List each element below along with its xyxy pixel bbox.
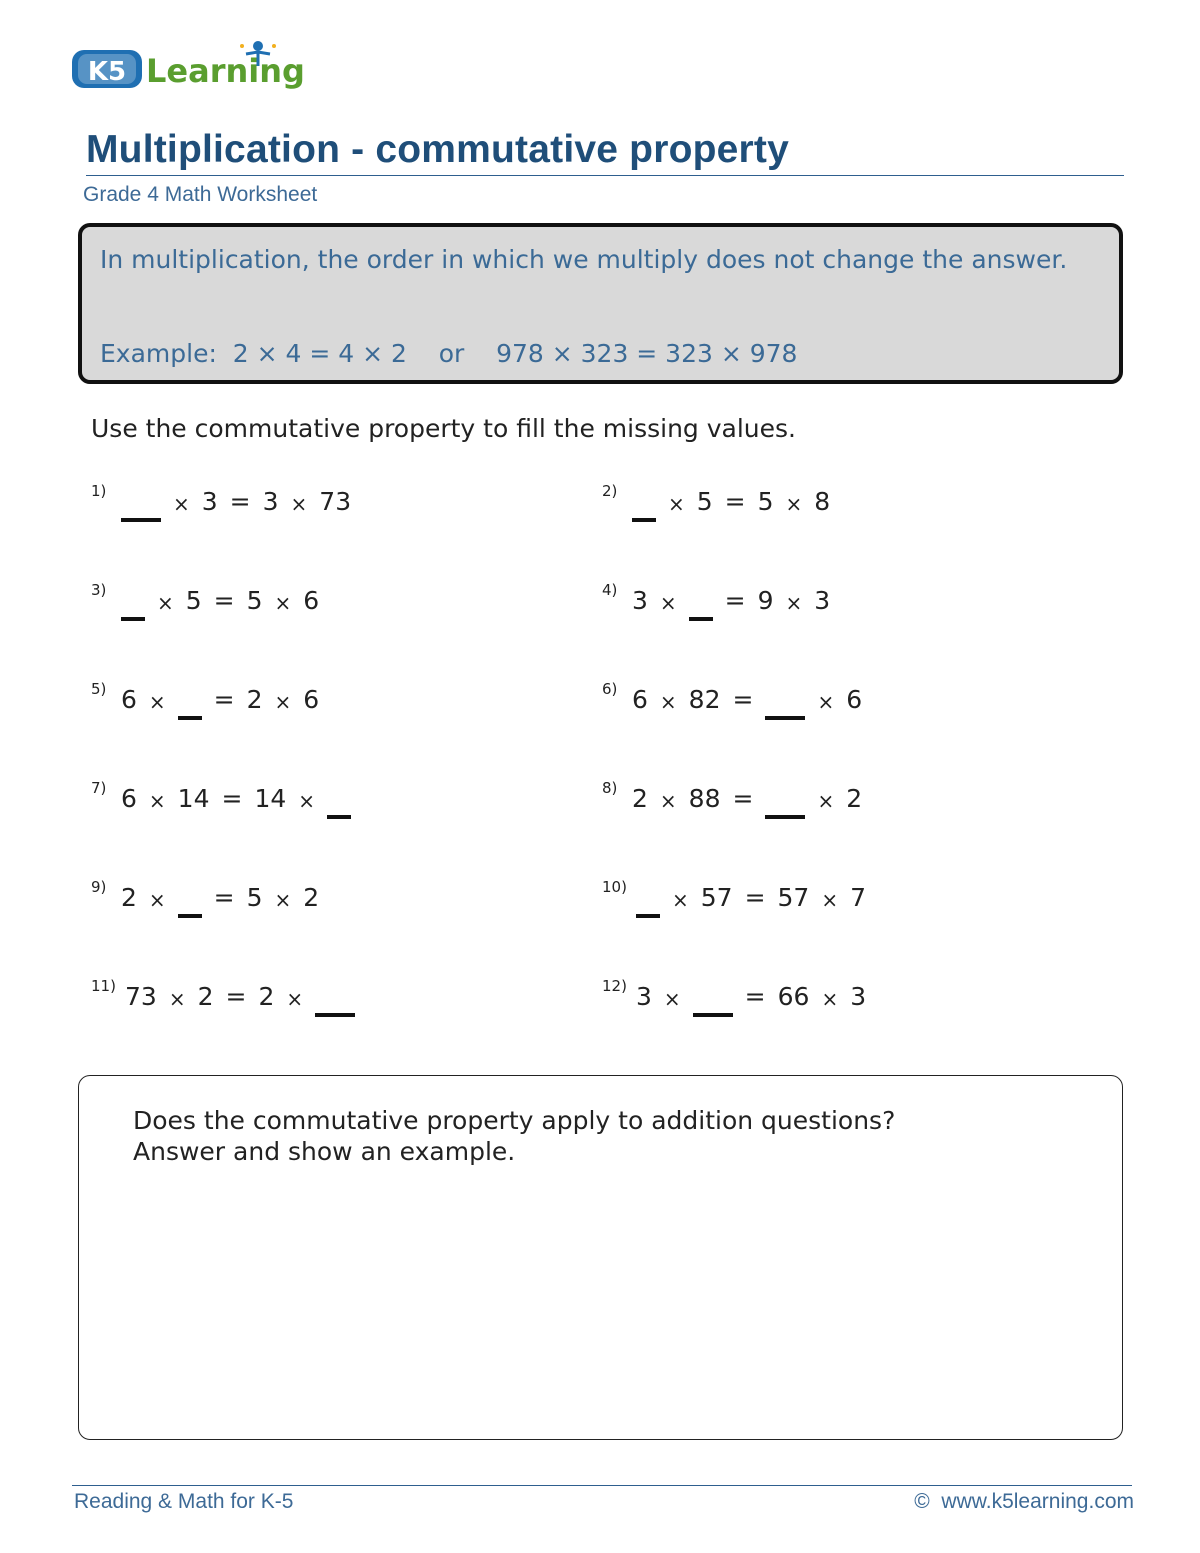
factor-value: 6 bbox=[303, 586, 320, 615]
info-text: In multiplication, the order in which we multiply does not change the answer. bbox=[100, 245, 1068, 274]
equals-sign: = bbox=[744, 982, 766, 1011]
times-sign: × bbox=[785, 492, 803, 516]
title-divider bbox=[86, 175, 1124, 176]
times-sign: × bbox=[148, 789, 166, 813]
times-sign: × bbox=[659, 690, 677, 714]
problem-number: 5) bbox=[91, 680, 107, 698]
times-sign: × bbox=[290, 492, 308, 516]
logo-figure-icon bbox=[253, 41, 263, 51]
times-sign: × bbox=[274, 888, 292, 912]
answer-blank[interactable] bbox=[327, 815, 351, 819]
problem-expression bbox=[121, 680, 331, 714]
equals-sign: = bbox=[213, 883, 235, 912]
footer-url: © www.k5learning.com bbox=[914, 1490, 1134, 1513]
problem-number: 8) bbox=[602, 779, 618, 797]
page-title: Multiplication - commutative property bbox=[86, 128, 789, 171]
times-sign: × bbox=[659, 591, 677, 615]
times-sign: × bbox=[817, 789, 835, 813]
factor-value: 73 bbox=[319, 487, 352, 516]
problem-expression bbox=[121, 581, 331, 615]
footer-divider bbox=[72, 1485, 1132, 1486]
k5-learning-logo bbox=[70, 36, 310, 96]
answer-blank[interactable] bbox=[693, 1013, 733, 1017]
factor-value: 2 bbox=[246, 685, 263, 714]
factor-value: 6 bbox=[303, 685, 320, 714]
problem-expression bbox=[121, 482, 363, 516]
problem-expression bbox=[632, 581, 842, 615]
problem-number: 4) bbox=[602, 581, 618, 599]
equals-sign: = bbox=[213, 685, 235, 714]
factor-value: 5 bbox=[757, 487, 774, 516]
factor-value: 6 bbox=[121, 784, 137, 813]
factor-value: 14 bbox=[254, 784, 287, 813]
times-sign: × bbox=[298, 789, 316, 813]
problem-number: 7) bbox=[91, 779, 107, 797]
answer-blank[interactable] bbox=[315, 1013, 355, 1017]
problem-expression bbox=[632, 482, 842, 516]
factor-value: 6 bbox=[121, 685, 137, 714]
problem-expression bbox=[121, 878, 331, 912]
answer-blank[interactable] bbox=[689, 617, 713, 621]
factor-value: 3 bbox=[850, 982, 867, 1011]
factor-value: 57 bbox=[700, 883, 733, 912]
times-sign: × bbox=[672, 888, 689, 912]
times-sign: × bbox=[157, 591, 174, 615]
page-subtitle: Grade 4 Math Worksheet bbox=[83, 183, 318, 206]
problem-expression bbox=[636, 878, 878, 912]
times-sign: × bbox=[821, 987, 839, 1011]
problem-expression bbox=[632, 779, 874, 813]
problem-expression bbox=[636, 977, 878, 1011]
equals-sign: = bbox=[213, 586, 235, 615]
answer-blank[interactable] bbox=[632, 518, 656, 522]
factor-value: 2 bbox=[632, 784, 648, 813]
problem-expression bbox=[121, 779, 363, 813]
problem-number: 9) bbox=[91, 878, 107, 896]
equals-sign: = bbox=[744, 883, 766, 912]
equals-sign: = bbox=[732, 685, 754, 714]
factor-value: 3 bbox=[262, 487, 279, 516]
question-text bbox=[133, 1105, 1033, 1167]
factor-value: 14 bbox=[177, 784, 210, 813]
times-sign: × bbox=[168, 987, 186, 1011]
footer-tagline: Reading & Math for K-5 bbox=[74, 1490, 294, 1513]
factor-value: 66 bbox=[777, 982, 810, 1011]
times-sign: × bbox=[817, 690, 835, 714]
logo-word: Learning bbox=[146, 52, 305, 90]
factor-value: 57 bbox=[777, 883, 810, 912]
problem-number: 2) bbox=[602, 482, 618, 500]
problem-number: 6) bbox=[602, 680, 618, 698]
equals-sign: = bbox=[732, 784, 754, 813]
factor-value: 2 bbox=[303, 883, 320, 912]
factor-value: 2 bbox=[197, 982, 214, 1011]
question-line-2: Answer and show an example. bbox=[133, 1137, 516, 1166]
problem-number: 3) bbox=[91, 581, 107, 599]
factor-value: 3 bbox=[636, 982, 652, 1011]
factor-value: 5 bbox=[185, 586, 202, 615]
equals-sign: = bbox=[724, 487, 746, 516]
instructions: Use the commutative property to fill the missing values. bbox=[91, 414, 796, 443]
factor-value: 3 bbox=[814, 586, 831, 615]
problem-number: 10) bbox=[602, 878, 627, 896]
factor-value: 6 bbox=[846, 685, 863, 714]
factor-value: 2 bbox=[846, 784, 863, 813]
answer-blank[interactable] bbox=[636, 914, 660, 918]
factor-value: 82 bbox=[688, 685, 721, 714]
factor-value: 5 bbox=[246, 883, 263, 912]
factor-value: 2 bbox=[258, 982, 275, 1011]
factor-value: 6 bbox=[632, 685, 648, 714]
answer-blank[interactable] bbox=[121, 518, 161, 522]
equals-sign: = bbox=[229, 487, 251, 516]
factor-value: 9 bbox=[757, 586, 774, 615]
factor-value: 7 bbox=[850, 883, 867, 912]
factor-value: 73 bbox=[125, 982, 157, 1011]
times-sign: × bbox=[286, 987, 304, 1011]
answer-blank[interactable] bbox=[178, 716, 202, 720]
times-sign: × bbox=[668, 492, 685, 516]
factor-value: 5 bbox=[246, 586, 263, 615]
times-sign: × bbox=[274, 690, 292, 714]
info-example: Example: 2 × 4 = 4 × 2 or 978 × 323 = 323 × 978 bbox=[100, 339, 798, 368]
factor-value: 3 bbox=[201, 487, 218, 516]
factor-value: 5 bbox=[696, 487, 713, 516]
times-sign: × bbox=[663, 987, 681, 1011]
question-line-1: Does the commutative property apply to addition questions? bbox=[133, 1106, 896, 1135]
times-sign: × bbox=[148, 690, 166, 714]
times-sign: × bbox=[148, 888, 166, 912]
times-sign: × bbox=[821, 888, 839, 912]
times-sign: × bbox=[785, 591, 803, 615]
factor-value: 8 bbox=[814, 487, 831, 516]
factor-value: 2 bbox=[121, 883, 137, 912]
answer-blank[interactable] bbox=[765, 716, 805, 720]
equals-sign: = bbox=[225, 982, 247, 1011]
times-sign: × bbox=[173, 492, 190, 516]
equals-sign: = bbox=[724, 586, 746, 615]
factor-value: 3 bbox=[632, 586, 648, 615]
problem-number: 1) bbox=[91, 482, 107, 500]
problem-expression bbox=[125, 977, 367, 1011]
answer-blank[interactable] bbox=[121, 617, 145, 621]
answer-blank[interactable] bbox=[765, 815, 805, 819]
problem-number: 11) bbox=[91, 977, 116, 995]
equals-sign: = bbox=[221, 784, 243, 813]
factor-value: 88 bbox=[688, 784, 721, 813]
times-sign: × bbox=[274, 591, 292, 615]
answer-blank[interactable] bbox=[178, 914, 202, 918]
times-sign: × bbox=[659, 789, 677, 813]
problem-number: 12) bbox=[602, 977, 627, 995]
logo-mark: K5 bbox=[87, 57, 127, 87]
problem-expression bbox=[632, 680, 874, 714]
